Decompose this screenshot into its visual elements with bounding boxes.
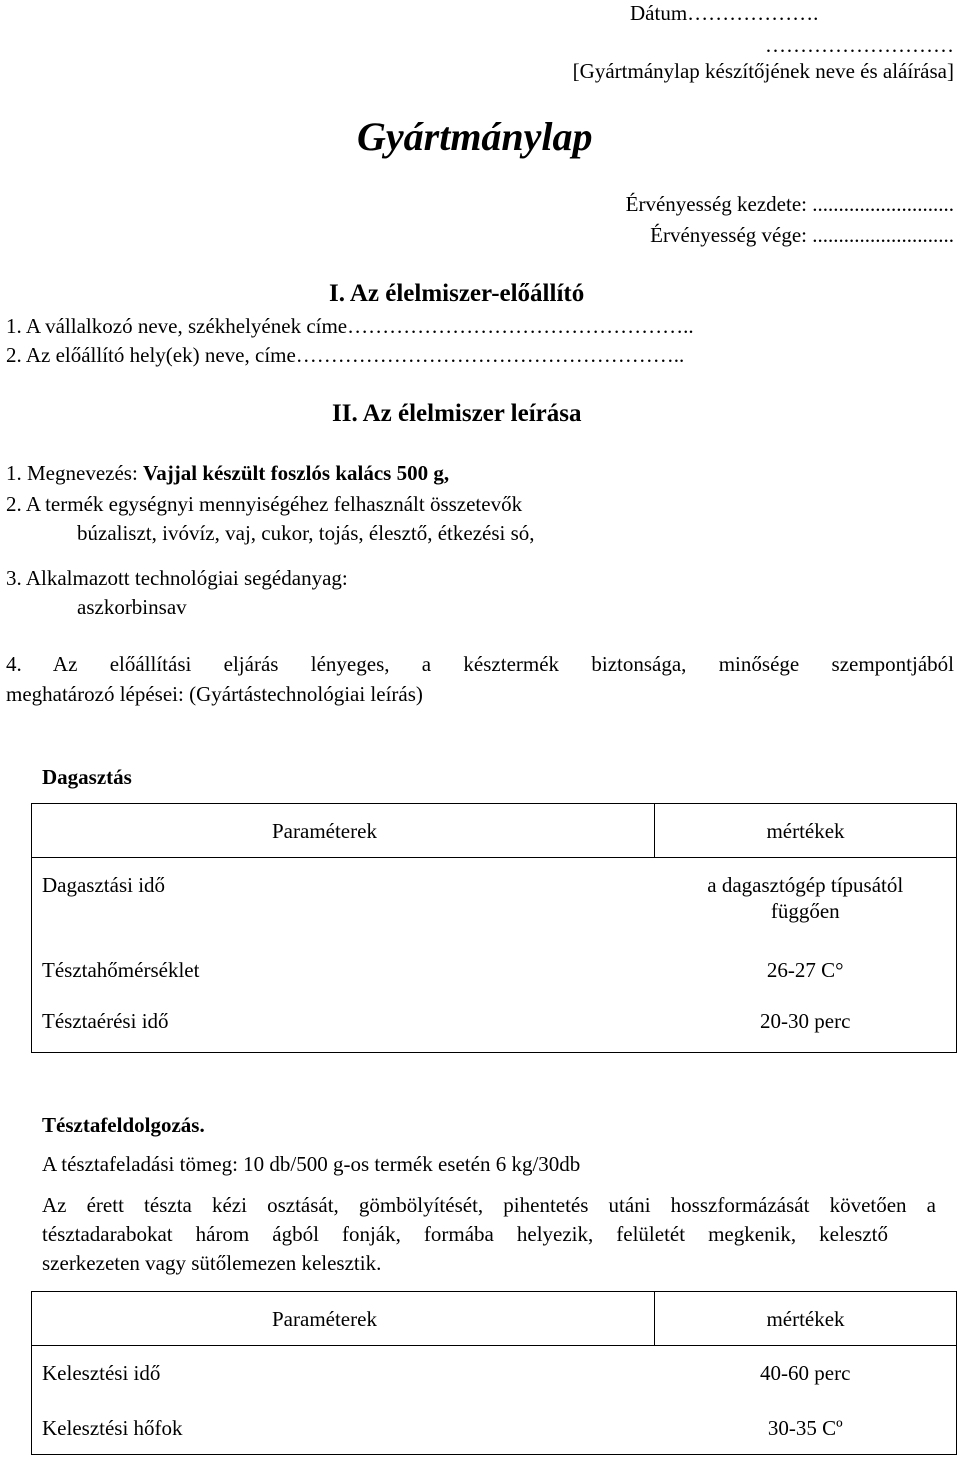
date-dots: ……………………… [765, 33, 954, 57]
aid-material: aszkorbinsav [77, 595, 187, 619]
validity-end: Érvényesség vége: ........................... [650, 223, 954, 247]
param-cell: Kelesztési hőfok [42, 1415, 183, 1440]
feldolgozas-heading: Tésztafeldolgozás. [42, 1113, 205, 1137]
ingredients: búzaliszt, ivóvíz, vaj, cukor, tojás, élesztő, étkezési só, [77, 521, 535, 545]
date-line: Dátum………………. [630, 1, 819, 25]
feldolgozas-para-line3: szerkezeten vagy sütőlemezen kelesztik. [42, 1251, 382, 1275]
keleszt-table [31, 1291, 957, 1455]
measure-cell [655, 858, 957, 954]
param-cell: Dagasztási idő [42, 873, 166, 897]
table-row [32, 858, 957, 954]
table-header-row [32, 1292, 957, 1346]
dagasztas-heading: Dagasztás [42, 765, 132, 789]
feldolgozas-line1: A tésztafeladási tömeg: 10 db/500 g-os termék esetén 6 kg/30db [42, 1152, 581, 1176]
table-row [32, 1401, 957, 1455]
measure-header: mértékek [655, 804, 957, 858]
measure-line1: a dagasztógép típusától [707, 873, 904, 897]
signature-line: [Gyártmánylap készítőjének neve és aláírása] [572, 59, 954, 83]
param-header-cell [32, 804, 655, 858]
param-header-cell [32, 1292, 655, 1346]
table-header-row [32, 804, 957, 858]
measure-cell: 40-60 perc [760, 1361, 851, 1385]
param-header: Paraméterek [272, 819, 377, 843]
item1-label: 1. Megnevezés: [6, 461, 144, 485]
param-header: Paraméterek [272, 1307, 377, 1331]
section2-item2: 2. A termék egységnyi mennyiségéhez felhasznált összetevők [6, 492, 523, 516]
measure-header: mértékek [655, 1292, 957, 1346]
measure-cell: 20-30 perc [760, 1008, 851, 1033]
feldolgozas-para-line2: tésztadarabokat három ágból fonják, formába helyezik, felületét megkenik, kelesztő [42, 1222, 888, 1246]
table-row [32, 954, 957, 1008]
feldolgozas-para-line1: Az érett tészta kézi osztását, gömbölyítését, pihentetés utáni hosszformázását követően a [42, 1193, 936, 1217]
param-cell: Tésztahőmérséklet [42, 957, 200, 982]
product-name: Vajjal készült foszlós kalács 500 g, [143, 461, 450, 485]
section2-item3: 3. Alkalmazott technológiai segédanyag: [6, 566, 348, 590]
section1-heading: I. Az élelmiszer-előállító [329, 280, 585, 307]
section2-item4-line1: 4. Az előállítási eljárás lényeges, a késztermék biztonsága, minősége szempontjából [6, 652, 954, 676]
section2-item4-line2: meghatározó lépései: (Gyártástechnológiai leírás) [6, 682, 423, 706]
section2-item1 [6, 460, 449, 486]
page-title: Gyártmánylap [357, 114, 593, 159]
measure-cell: 30-35 Cº [767, 1415, 843, 1440]
section1-item1: 1. A vállalkozó neve, székhelyének címe………………………………………….. [6, 314, 694, 338]
param-cell: Tésztaérési idő [42, 1008, 169, 1033]
table-row [32, 1008, 957, 1053]
section1-item2: 2. Az előállító hely(ek) neve, címe……………………………………………….. [6, 343, 685, 367]
param-cell: Kelesztési idő [42, 1361, 161, 1385]
section2-heading: II. Az élelmiszer leírása [332, 400, 582, 427]
measure-line2: függően [770, 899, 840, 924]
dagasztas-table [31, 803, 957, 1053]
measure-cell: 26-27 C° [766, 957, 844, 982]
validity-start: Érvényesség kezdete: ........................... [625, 192, 954, 216]
table-row [32, 1346, 957, 1401]
